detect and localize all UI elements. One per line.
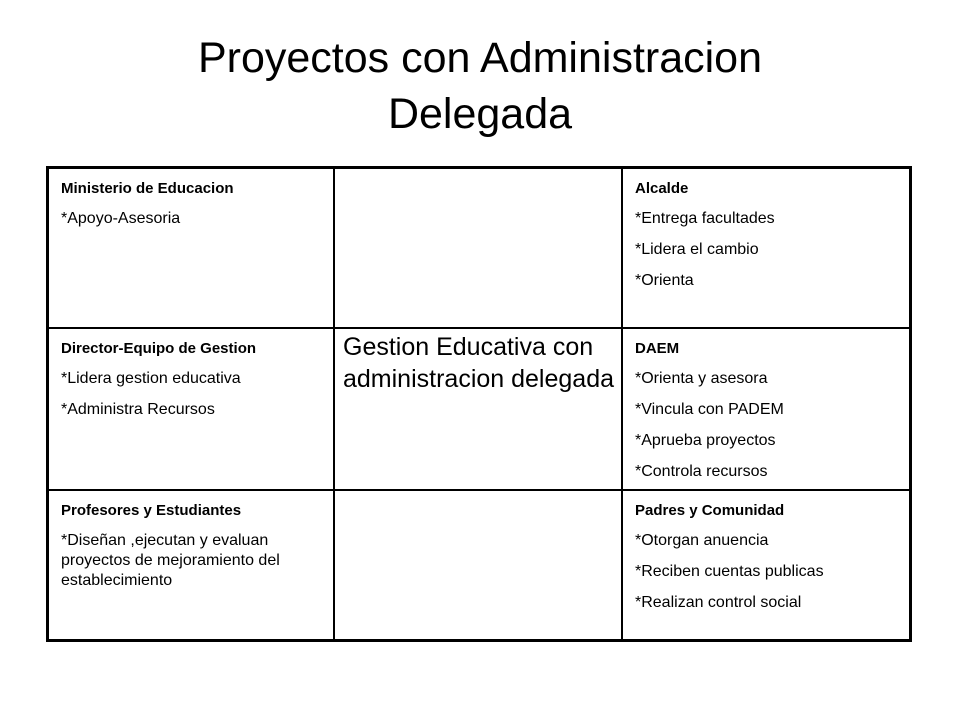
alcalde-item: *Lidera el cambio: [635, 241, 759, 258]
cell-empty-bottom: [335, 491, 623, 639]
daem-item: *Orienta y asesora: [635, 370, 768, 387]
cell-ministerio: [49, 169, 335, 329]
director-item: *Lidera gestion educativa: [61, 370, 241, 387]
daem-item: *Aprueba proyectos: [635, 432, 776, 449]
profesores-heading: Profesores y Estudiantes: [61, 502, 242, 519]
slide-title-line-2: Delegada: [387, 90, 573, 138]
alcalde-item: *Entrega facultades: [635, 210, 775, 227]
cell-empty-top: [335, 169, 623, 329]
profesores-item: *Diseñan ,ejecutan y evaluan proyectos de mejoramiento del establecimiento: [61, 532, 280, 589]
padres-item: *Otorgan anuencia: [635, 532, 769, 549]
slide-title: [60, 30, 900, 142]
director-heading: Director-Equipo de Gestion: [61, 340, 257, 357]
cell-director: [49, 329, 335, 491]
daem-item: *Vincula con PADEM: [635, 401, 784, 418]
roles-table: [46, 166, 912, 642]
cell-profesores: [49, 491, 335, 639]
padres-heading: Padres y Comunidad: [635, 502, 785, 519]
cell-alcalde: [623, 169, 909, 329]
center-label: Gestion Educativa con administracion delegada: [343, 333, 615, 393]
ministerio-heading: Ministerio de Educacion: [61, 180, 234, 197]
alcalde-item: *Orienta: [635, 272, 694, 289]
cell-daem: [623, 329, 909, 491]
padres-item: *Realizan control social: [635, 594, 802, 611]
cell-center: [335, 329, 623, 491]
slide-title-line-1: Proyectos con Administracion: [197, 34, 763, 82]
daem-heading: DAEM: [635, 340, 680, 357]
cell-padres: [623, 491, 909, 639]
alcalde-heading: Alcalde: [635, 180, 689, 197]
padres-item: *Reciben cuentas publicas: [635, 563, 824, 580]
director-item: *Administra Recursos: [61, 401, 215, 418]
ministerio-item: *Apoyo-Asesoria: [61, 210, 181, 227]
daem-item: *Controla recursos: [635, 463, 768, 480]
